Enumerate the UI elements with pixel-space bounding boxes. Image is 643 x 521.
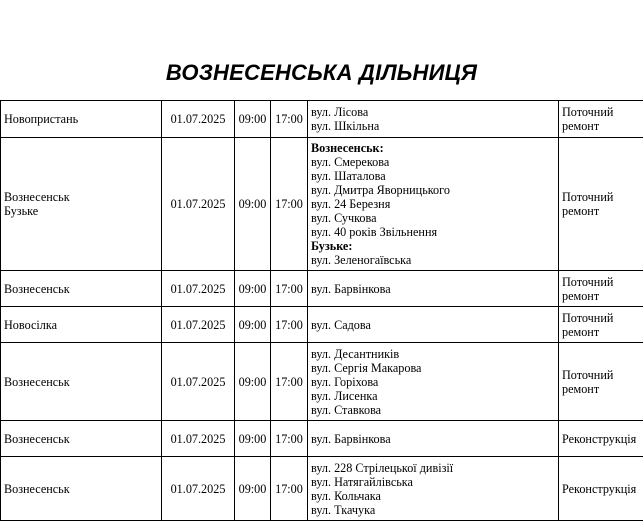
work-type: ремонт xyxy=(562,119,600,133)
start-time: 09:00 xyxy=(238,481,267,496)
start-time: 09:00 xyxy=(238,317,267,332)
end-time: 17:00 xyxy=(275,481,303,496)
outage-schedule-table xyxy=(0,100,643,521)
work-type: Поточний xyxy=(562,367,614,382)
start-time-cell xyxy=(235,421,271,457)
end-time: 17:00 xyxy=(275,431,303,446)
street-address: вул. Шкільна xyxy=(311,119,380,133)
street-address: вул. Лисенка xyxy=(311,388,378,403)
addresses-cell xyxy=(308,457,559,521)
page-title: ВОЗНЕСЕНСЬКА ДІЛЬНИЦЯ xyxy=(165,60,478,85)
start-time: 09:00 xyxy=(238,112,267,126)
work-type: ремонт xyxy=(562,288,600,303)
outage-date: 01.07.2025 xyxy=(170,374,226,389)
work-type: ремонт xyxy=(562,204,600,218)
addresses-cell xyxy=(308,271,559,307)
street-address: вул. Лісова xyxy=(311,105,369,119)
settlement-cell xyxy=(1,101,162,138)
end-time-cell xyxy=(271,101,308,138)
start-time: 09:00 xyxy=(238,197,267,211)
table-row xyxy=(1,457,643,521)
outage-date: 01.07.2025 xyxy=(170,431,226,446)
street-address: вул. Десантників xyxy=(311,346,400,361)
date-cell xyxy=(162,271,235,307)
settlement-name: Вознесенськ xyxy=(4,281,70,296)
settlement-cell xyxy=(1,343,162,421)
work-type: Поточний xyxy=(562,105,614,119)
end-time: 17:00 xyxy=(275,197,303,211)
start-time-cell xyxy=(235,343,271,421)
end-time: 17:00 xyxy=(275,374,303,389)
date-cell xyxy=(162,307,235,343)
work-type-cell xyxy=(559,138,643,271)
settlement-cell xyxy=(1,307,162,343)
street-address: вул. 228 Стрілецької дивізії xyxy=(311,460,454,475)
end-time: 17:00 xyxy=(275,112,303,126)
settlement-name: Новосілка xyxy=(4,317,57,332)
work-type-cell xyxy=(559,421,643,457)
work-type: ремонт xyxy=(562,381,600,396)
table-row xyxy=(1,138,643,271)
addresses-cell xyxy=(308,343,559,421)
table-row xyxy=(1,421,643,457)
street-address: вул. 40 років Звільнення xyxy=(311,225,438,239)
work-type: Поточний xyxy=(562,190,614,204)
settlement-heading: Бузьке: xyxy=(311,239,353,253)
start-time: 09:00 xyxy=(238,431,267,446)
addresses-cell xyxy=(308,307,559,343)
settlement-name: Вознесенськ xyxy=(4,374,70,389)
start-time-cell xyxy=(235,101,271,138)
street-address: вул. Горіхова xyxy=(311,374,379,389)
date-cell xyxy=(162,457,235,521)
settlement-heading: Вознесенськ: xyxy=(311,141,384,155)
street-address: вул. Дмитра Яворницького xyxy=(311,183,450,197)
work-type-cell xyxy=(559,101,643,138)
table-row xyxy=(1,307,643,343)
schedule-rows xyxy=(1,101,643,521)
street-address: вул. Сергія Макарова xyxy=(311,360,422,375)
work-type-cell xyxy=(559,307,643,343)
street-address: вул. 24 Березня xyxy=(311,197,391,211)
street-address: вул. Ткачука xyxy=(311,502,376,517)
street-address: вул. Сучкова xyxy=(311,211,377,225)
settlement-cell xyxy=(1,271,162,307)
work-type-cell xyxy=(559,343,643,421)
settlement-cell xyxy=(1,421,162,457)
end-time-cell xyxy=(271,307,308,343)
work-type: Реконструкція xyxy=(562,431,637,446)
work-type: Поточний xyxy=(562,274,614,289)
table-row xyxy=(1,343,643,421)
street-address: вул. Садова xyxy=(311,317,371,332)
end-time: 17:00 xyxy=(275,317,303,332)
start-time: 09:00 xyxy=(238,374,267,389)
street-address: вул. Ставкова xyxy=(311,402,382,417)
work-type: Реконструкція xyxy=(562,481,637,496)
end-time-cell xyxy=(271,271,308,307)
table-row xyxy=(1,271,643,307)
settlement-name: Бузьке xyxy=(4,204,39,218)
work-type: ремонт xyxy=(562,324,600,339)
start-time-cell xyxy=(235,307,271,343)
work-type-cell xyxy=(559,457,643,521)
settlement-cell xyxy=(1,138,162,271)
start-time: 09:00 xyxy=(238,281,267,296)
outage-date: 01.07.2025 xyxy=(170,317,226,332)
street-address: вул. Шаталова xyxy=(311,169,386,183)
date-cell xyxy=(162,343,235,421)
date-cell xyxy=(162,101,235,138)
work-type: Поточний xyxy=(562,310,614,325)
settlement-name: Вознесенськ xyxy=(4,481,70,496)
street-address: вул. Барвінкова xyxy=(311,281,391,296)
start-time-cell xyxy=(235,138,271,271)
end-time-cell xyxy=(271,138,308,271)
end-time: 17:00 xyxy=(275,281,303,296)
settlement-name: Вознесенськ xyxy=(4,431,70,446)
end-time-cell xyxy=(271,421,308,457)
street-address: вул. Кольчака xyxy=(311,488,381,503)
start-time-cell xyxy=(235,457,271,521)
table-row xyxy=(1,101,643,138)
date-cell xyxy=(162,421,235,457)
settlement-name: Новопристань xyxy=(4,112,79,126)
settlement-name: Вознесенськ xyxy=(4,190,70,204)
street-address: вул. Зеленогаївська xyxy=(311,253,412,267)
date-cell xyxy=(162,138,235,271)
end-time-cell xyxy=(271,457,308,521)
outage-date: 01.07.2025 xyxy=(170,481,226,496)
street-address: вул. Натягайлівська xyxy=(311,474,413,489)
outage-date: 01.07.2025 xyxy=(170,281,226,296)
street-address: вул. Смерекова xyxy=(311,155,390,169)
addresses-cell xyxy=(308,138,559,271)
addresses-cell xyxy=(308,101,559,138)
street-address: вул. Барвінкова xyxy=(311,431,391,446)
end-time-cell xyxy=(271,343,308,421)
addresses-cell xyxy=(308,421,559,457)
outage-date: 01.07.2025 xyxy=(170,112,226,126)
outage-date: 01.07.2025 xyxy=(170,197,226,211)
work-type-cell xyxy=(559,271,643,307)
start-time-cell xyxy=(235,271,271,307)
settlement-cell xyxy=(1,457,162,521)
